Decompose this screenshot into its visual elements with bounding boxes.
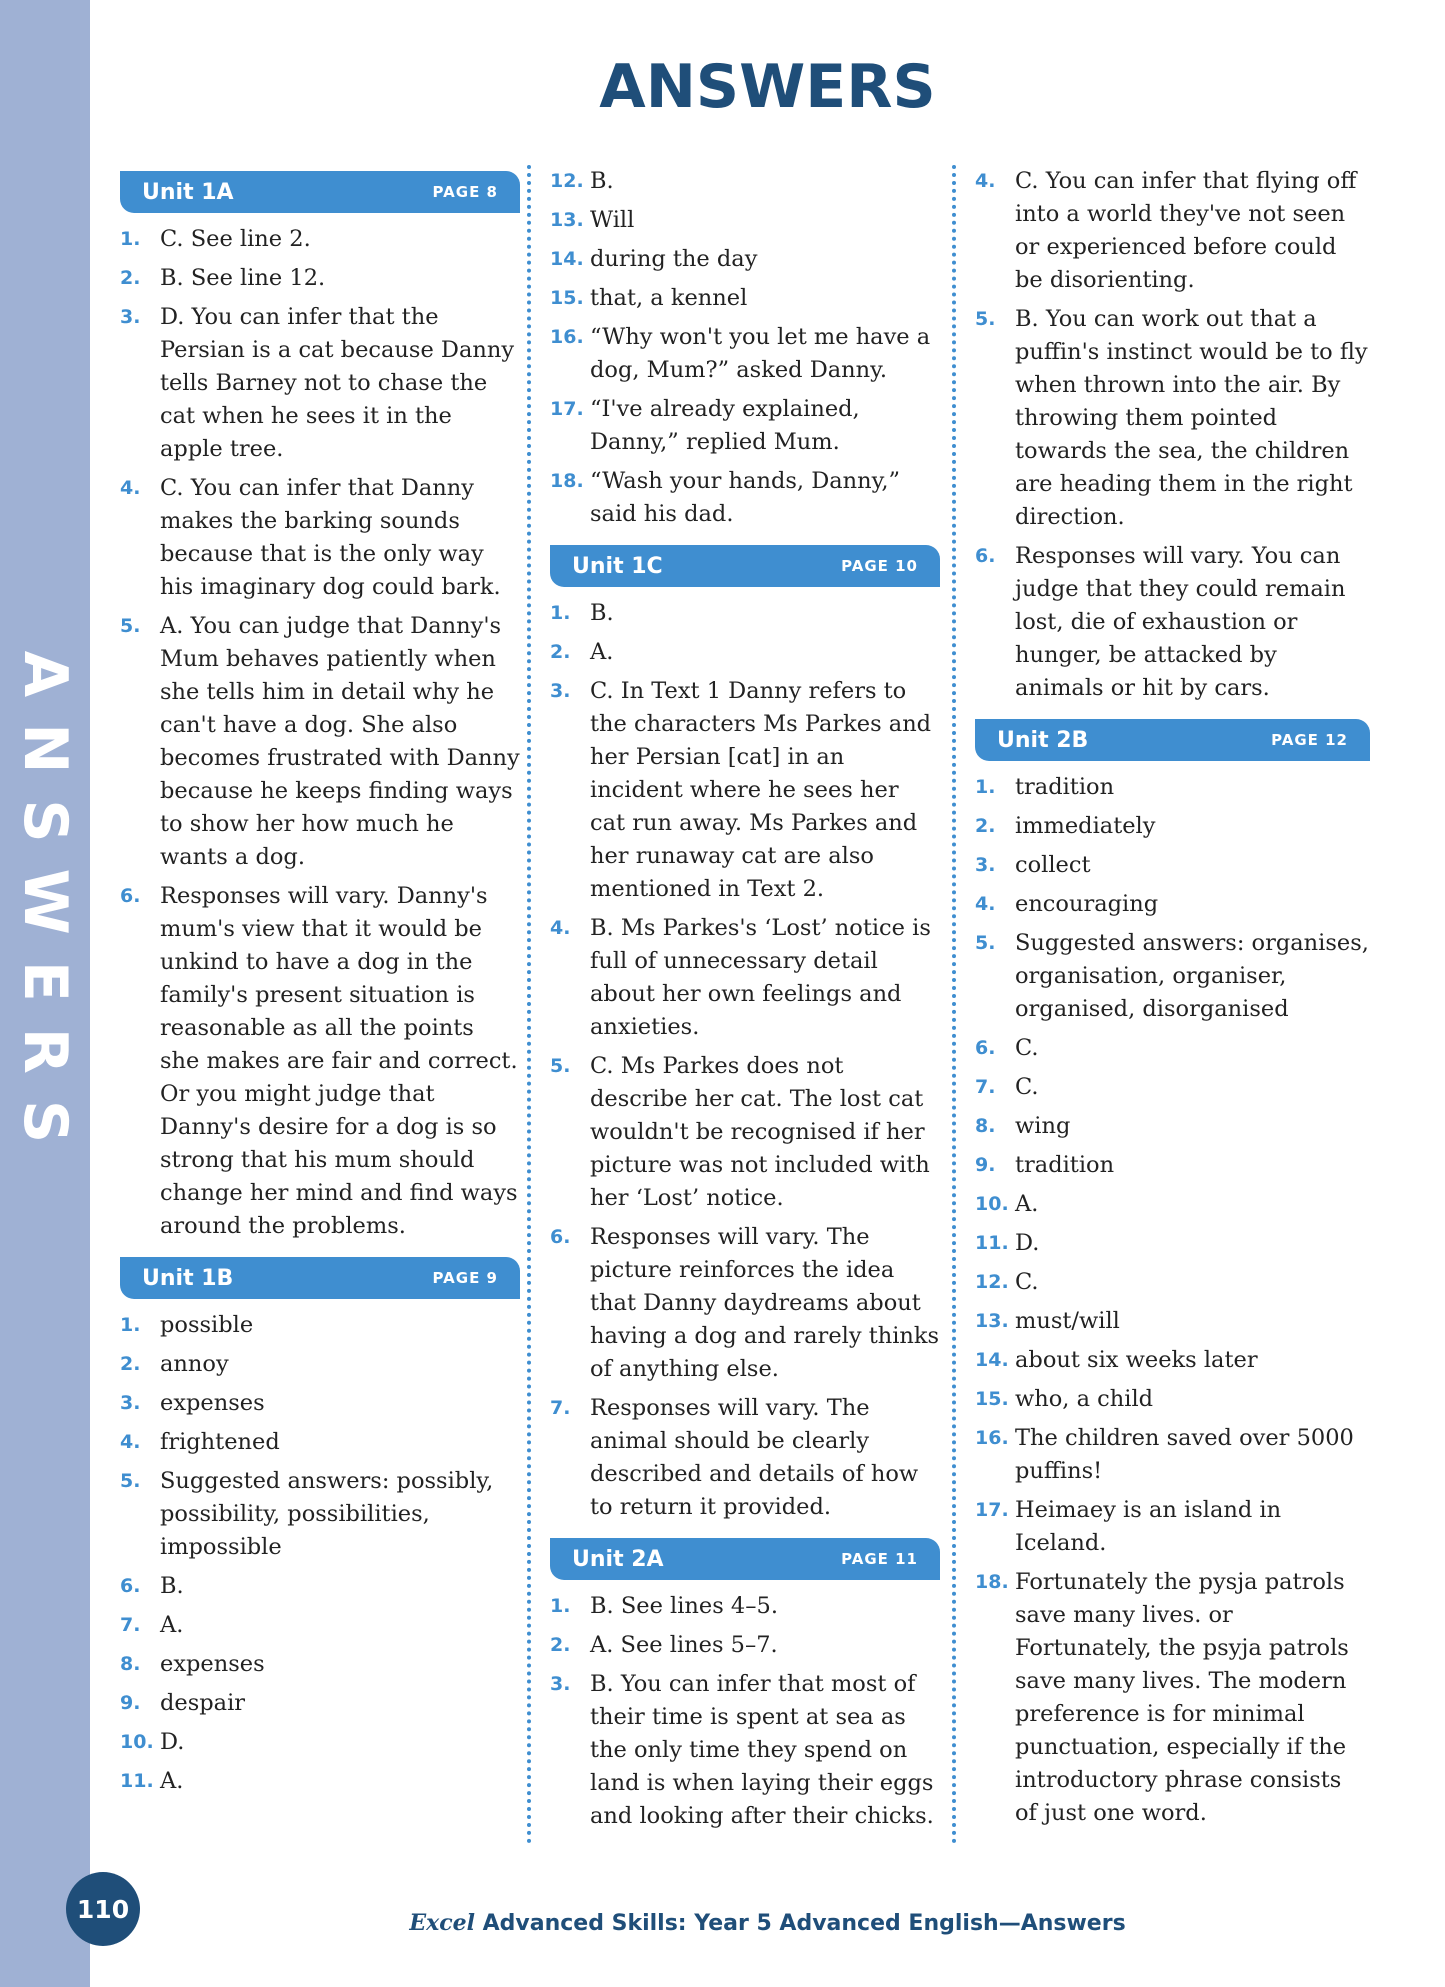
answer-item [120, 1387, 520, 1420]
unit-name: Unit 1A [142, 179, 234, 205]
answer-text: Responses will vary. The animal should be clearly described and details of how to return it provided. [590, 1395, 919, 1520]
answer-number: 7. [120, 1614, 141, 1636]
answer-item [120, 1765, 520, 1798]
answer-text: A. [160, 1768, 184, 1794]
answer-text: B. [590, 168, 614, 194]
answer-item [550, 1221, 940, 1386]
answer-text: A. [590, 639, 614, 665]
answer-text: Fortunately the pysja patrols save many lives. or Fortunately, the psyja patrols save many lives. The modern preference is for minimal punctuation, especially if the introductory phrase consists of just one word. [1015, 1569, 1349, 1826]
answer-number: 5. [120, 615, 141, 637]
answer-item [975, 1422, 1370, 1488]
answer-text: C. You can infer that Danny makes the barking sounds because that is the only way his imaginary dog could bark. [160, 475, 501, 600]
answer-item [550, 1590, 940, 1623]
answer-item [975, 1149, 1370, 1182]
answer-number: 2. [120, 1353, 141, 1375]
answer-number: 5. [975, 308, 996, 330]
answer-number: 7. [550, 1397, 571, 1419]
answer-item [550, 282, 940, 315]
answer-list [975, 165, 1370, 705]
unit-header [550, 545, 940, 587]
answer-item [120, 880, 520, 1243]
page-number: 110 [66, 1872, 140, 1946]
answer-text: A. You can judge that Danny's Mum behaves patiently when she tells him in detail why he can't have a dog. She also becomes frustrated with Danny because he keeps finding ways to show her how much he wants a dog. [160, 613, 520, 870]
unit-name: Unit 2A [572, 1546, 664, 1572]
answer-text: Suggested answers: organises, organisation, organiser, organised, disorganised [1015, 930, 1369, 1022]
answer-item [120, 301, 520, 466]
answer-number: 4. [120, 477, 141, 499]
answer-text: must/will [1015, 1308, 1120, 1334]
answer-number: 3. [550, 680, 571, 702]
answer-text: D. You can infer that the Persian is a cat because Danny tells Barney not to chase the cat when he sees it in the apple tree. [160, 304, 515, 462]
unit-page-ref: PAGE 8 [432, 183, 498, 201]
answer-item [975, 1071, 1370, 1104]
answer-number: 14. [975, 1349, 1009, 1371]
answer-text: A. See lines 5–7. [590, 1632, 778, 1658]
unit-header [975, 719, 1370, 761]
answer-item [550, 912, 940, 1044]
answer-item [975, 810, 1370, 843]
answer-text: “Wash your hands, Danny,” said his dad. [590, 468, 901, 527]
answer-text: B. See line 12. [160, 265, 326, 291]
answer-number: 2. [550, 1634, 571, 1656]
answer-number: 9. [975, 1154, 996, 1176]
answer-number: 6. [975, 1037, 996, 1059]
answer-number: 1. [120, 1314, 141, 1336]
answer-number: 13. [550, 209, 584, 231]
answer-text: during the day [590, 246, 758, 272]
answer-column-1 [120, 165, 520, 1812]
answer-item [550, 597, 940, 630]
answer-number: 13. [975, 1310, 1009, 1332]
unit-name: Unit 2B [997, 727, 1089, 753]
answer-text: B. See lines 4–5. [590, 1593, 778, 1619]
answer-number: 6. [550, 1226, 571, 1248]
answer-number: 12. [550, 170, 584, 192]
answer-item [550, 1629, 940, 1662]
answer-text: Will [590, 207, 635, 233]
answer-number: 1. [975, 776, 996, 798]
answer-text: Suggested answers: possibly, possibility, possibilities, impossible [160, 1468, 494, 1560]
answer-number: 3. [550, 1673, 571, 1695]
answer-text: B. Ms Parkes's ‘Lost’ notice is full of unnecessary detail about her own feelings and anxieties. [590, 915, 931, 1040]
answer-text: “Why won't you let me have a dog, Mum?” asked Danny. [590, 324, 931, 383]
answer-number: 7. [975, 1076, 996, 1098]
answer-item [975, 771, 1370, 804]
answer-text: C. [1015, 1035, 1039, 1061]
answer-item [550, 675, 940, 906]
answer-text: D. [160, 1729, 185, 1755]
answer-text: C. Ms Parkes does not describe her cat. The lost cat wouldn't be recognised if her picture was not included with her ‘Lost’ notice. [590, 1053, 930, 1211]
unit-name: Unit 1C [572, 553, 663, 579]
answer-number: 15. [975, 1388, 1009, 1410]
answer-text: D. [1015, 1230, 1040, 1256]
answer-number: 16. [550, 326, 584, 348]
answer-number: 1. [550, 602, 571, 624]
answer-text: C. You can infer that flying off into a world they've not seen or experienced before could be disorienting. [1015, 168, 1357, 293]
answer-item [120, 1609, 520, 1642]
answer-number: 2. [975, 815, 996, 837]
answer-item [120, 610, 520, 874]
answer-item [120, 472, 520, 604]
answer-item [975, 1494, 1370, 1560]
answer-number: 5. [975, 932, 996, 954]
answer-text: expenses [160, 1390, 265, 1416]
answer-item [120, 1348, 520, 1381]
answer-number: 15. [550, 287, 584, 309]
answer-item [975, 540, 1370, 705]
answer-text: tradition [1015, 774, 1115, 800]
answer-text: B. [590, 600, 614, 626]
column-divider [952, 165, 956, 1845]
answer-number: 2. [120, 267, 141, 289]
answer-number: 8. [120, 1653, 141, 1675]
side-bar [0, 0, 90, 1987]
answer-item [120, 1726, 520, 1759]
answer-text: despair [160, 1690, 246, 1716]
answer-number: 17. [975, 1499, 1009, 1521]
answer-number: 18. [550, 470, 584, 492]
unit-page-ref: PAGE 11 [841, 1550, 918, 1568]
answer-number: 3. [975, 854, 996, 876]
answer-text: Responses will vary. Danny's mum's view that it would be unkind to have a dog in the family's present situation is reasonable as all the points she makes are fair and correct. Or you might judge that Danny's desire for a dog is so strong that his mum should change her mind and find ways around the problems. [160, 883, 518, 1239]
answer-item [975, 888, 1370, 921]
answer-text: Heimaey is an island in Iceland. [1015, 1497, 1282, 1556]
answer-text: Responses will vary. You can judge that they could remain lost, die of exhaustion or hunger, be attacked by animals or hit by cars. [1015, 543, 1346, 701]
answer-item [550, 465, 940, 531]
unit-header [120, 1257, 520, 1299]
unit-page-ref: PAGE 9 [432, 1269, 498, 1287]
answer-item [975, 1383, 1370, 1416]
answer-number: 18. [975, 1571, 1009, 1593]
unit-page-ref: PAGE 10 [841, 557, 918, 575]
answer-text: expenses [160, 1651, 265, 1677]
answer-text: A. [1015, 1191, 1039, 1217]
answer-text: that, a kennel [590, 285, 748, 311]
answer-item [550, 1668, 940, 1833]
answer-number: 2. [550, 641, 571, 663]
answer-item [550, 321, 940, 387]
footer [90, 1910, 1445, 1936]
answer-number: 1. [120, 228, 141, 250]
answer-list [975, 771, 1370, 1830]
answer-text: The children saved over 5000 puffins! [1015, 1425, 1354, 1484]
answer-item [550, 165, 940, 198]
answer-text: B. You can work out that a puffin's instinct would be to fly when thrown into the air. By throwing them pointed towards the sea, the children are heading them in the right direction. [1015, 306, 1368, 530]
answer-item [120, 1648, 520, 1681]
answer-item [975, 1344, 1370, 1377]
answer-text: who, a child [1015, 1386, 1154, 1412]
answer-number: 16. [975, 1427, 1009, 1449]
answer-item [120, 262, 520, 295]
answer-item [975, 303, 1370, 534]
answer-number: 17. [550, 398, 584, 420]
answer-list [120, 1309, 520, 1798]
answer-number: 12. [975, 1271, 1009, 1293]
answer-text: C. In Text 1 Danny refers to the characters Ms Parkes and her Persian [cat] in an incident where he sees her cat run away. Ms Parkes and her runaway cat are also mentioned in Text 2. [590, 678, 932, 902]
answer-text: possible [160, 1312, 254, 1338]
answer-item [550, 204, 940, 237]
answer-column-2 [550, 165, 940, 1847]
answer-text: immediately [1015, 813, 1156, 839]
answer-number: 3. [120, 1392, 141, 1414]
answer-number: 4. [975, 893, 996, 915]
answer-column-3 [975, 165, 1370, 1844]
answer-text: B. [160, 1573, 184, 1599]
unit-header [550, 1538, 940, 1580]
answer-item [550, 1050, 940, 1215]
answer-text: encouraging [1015, 891, 1159, 917]
answer-number: 3. [120, 306, 141, 328]
answer-text: frightened [160, 1429, 280, 1455]
answer-text: C. [1015, 1074, 1039, 1100]
answer-item [975, 1566, 1370, 1830]
answer-number: 6. [120, 885, 141, 907]
answer-text: annoy [160, 1351, 229, 1377]
answer-number: 11. [120, 1770, 154, 1792]
answer-item [120, 1687, 520, 1720]
footer-title: Year 5 Advanced English—Answers [694, 1911, 1126, 1936]
column-divider [527, 165, 531, 1845]
answer-text: wing [1015, 1113, 1071, 1139]
answer-text: B. You can infer that most of their time is spent at sea as the only time they spend on land is when laying their eggs and looking after their chicks. [590, 1671, 934, 1829]
answer-item [975, 927, 1370, 1026]
answer-text: C. [1015, 1269, 1039, 1295]
footer-series: Advanced Skills: [482, 1911, 687, 1936]
answer-number: 14. [550, 248, 584, 270]
answer-number: 10. [120, 1731, 154, 1753]
answer-text: C. See line 2. [160, 226, 311, 252]
answer-list [550, 597, 940, 1524]
answer-item [120, 223, 520, 256]
answer-number: 5. [120, 1470, 141, 1492]
answer-item [975, 849, 1370, 882]
answer-text: A. [160, 1612, 184, 1638]
answer-item [120, 1309, 520, 1342]
answer-list [550, 1590, 940, 1833]
answer-text: “I've already explained, Danny,” replied Mum. [590, 396, 860, 455]
answer-item [975, 1227, 1370, 1260]
answer-text: collect [1015, 852, 1091, 878]
answer-number: 11. [975, 1232, 1009, 1254]
answer-item [975, 1305, 1370, 1338]
answer-number: 4. [550, 917, 571, 939]
answer-item [975, 1266, 1370, 1299]
answer-item [550, 393, 940, 459]
answer-item [975, 1110, 1370, 1143]
answer-number: 9. [120, 1692, 141, 1714]
answer-number: 6. [120, 1575, 141, 1597]
answer-item [975, 165, 1370, 297]
answer-number: 1. [550, 1595, 571, 1617]
answer-item [550, 636, 940, 669]
answer-number: 5. [550, 1055, 571, 1077]
answer-list [550, 165, 940, 531]
answer-number: 10. [975, 1193, 1009, 1215]
answer-number: 4. [120, 1431, 141, 1453]
answer-item [550, 243, 940, 276]
answer-text: Responses will vary. The picture reinforces the idea that Danny daydreams about having a dog and rarely thinks of anything else. [590, 1224, 940, 1382]
answer-item [975, 1188, 1370, 1221]
page-title: ANSWERS [599, 52, 936, 122]
unit-page-ref: PAGE 12 [1271, 731, 1348, 749]
side-label: ANSWERS [10, 650, 80, 1170]
answer-list [120, 223, 520, 1243]
unit-header [120, 171, 520, 213]
answer-number: 6. [975, 545, 996, 567]
answer-item [120, 1465, 520, 1564]
answer-item [120, 1426, 520, 1459]
answer-item [120, 1570, 520, 1603]
answer-item [975, 1032, 1370, 1065]
answer-text: about six weeks later [1015, 1347, 1258, 1373]
unit-name: Unit 1B [142, 1265, 234, 1291]
footer-brand: Excel [409, 1910, 475, 1936]
answer-number: 4. [975, 170, 996, 192]
answer-text: tradition [1015, 1152, 1115, 1178]
answer-number: 8. [975, 1115, 996, 1137]
answer-item [550, 1392, 940, 1524]
